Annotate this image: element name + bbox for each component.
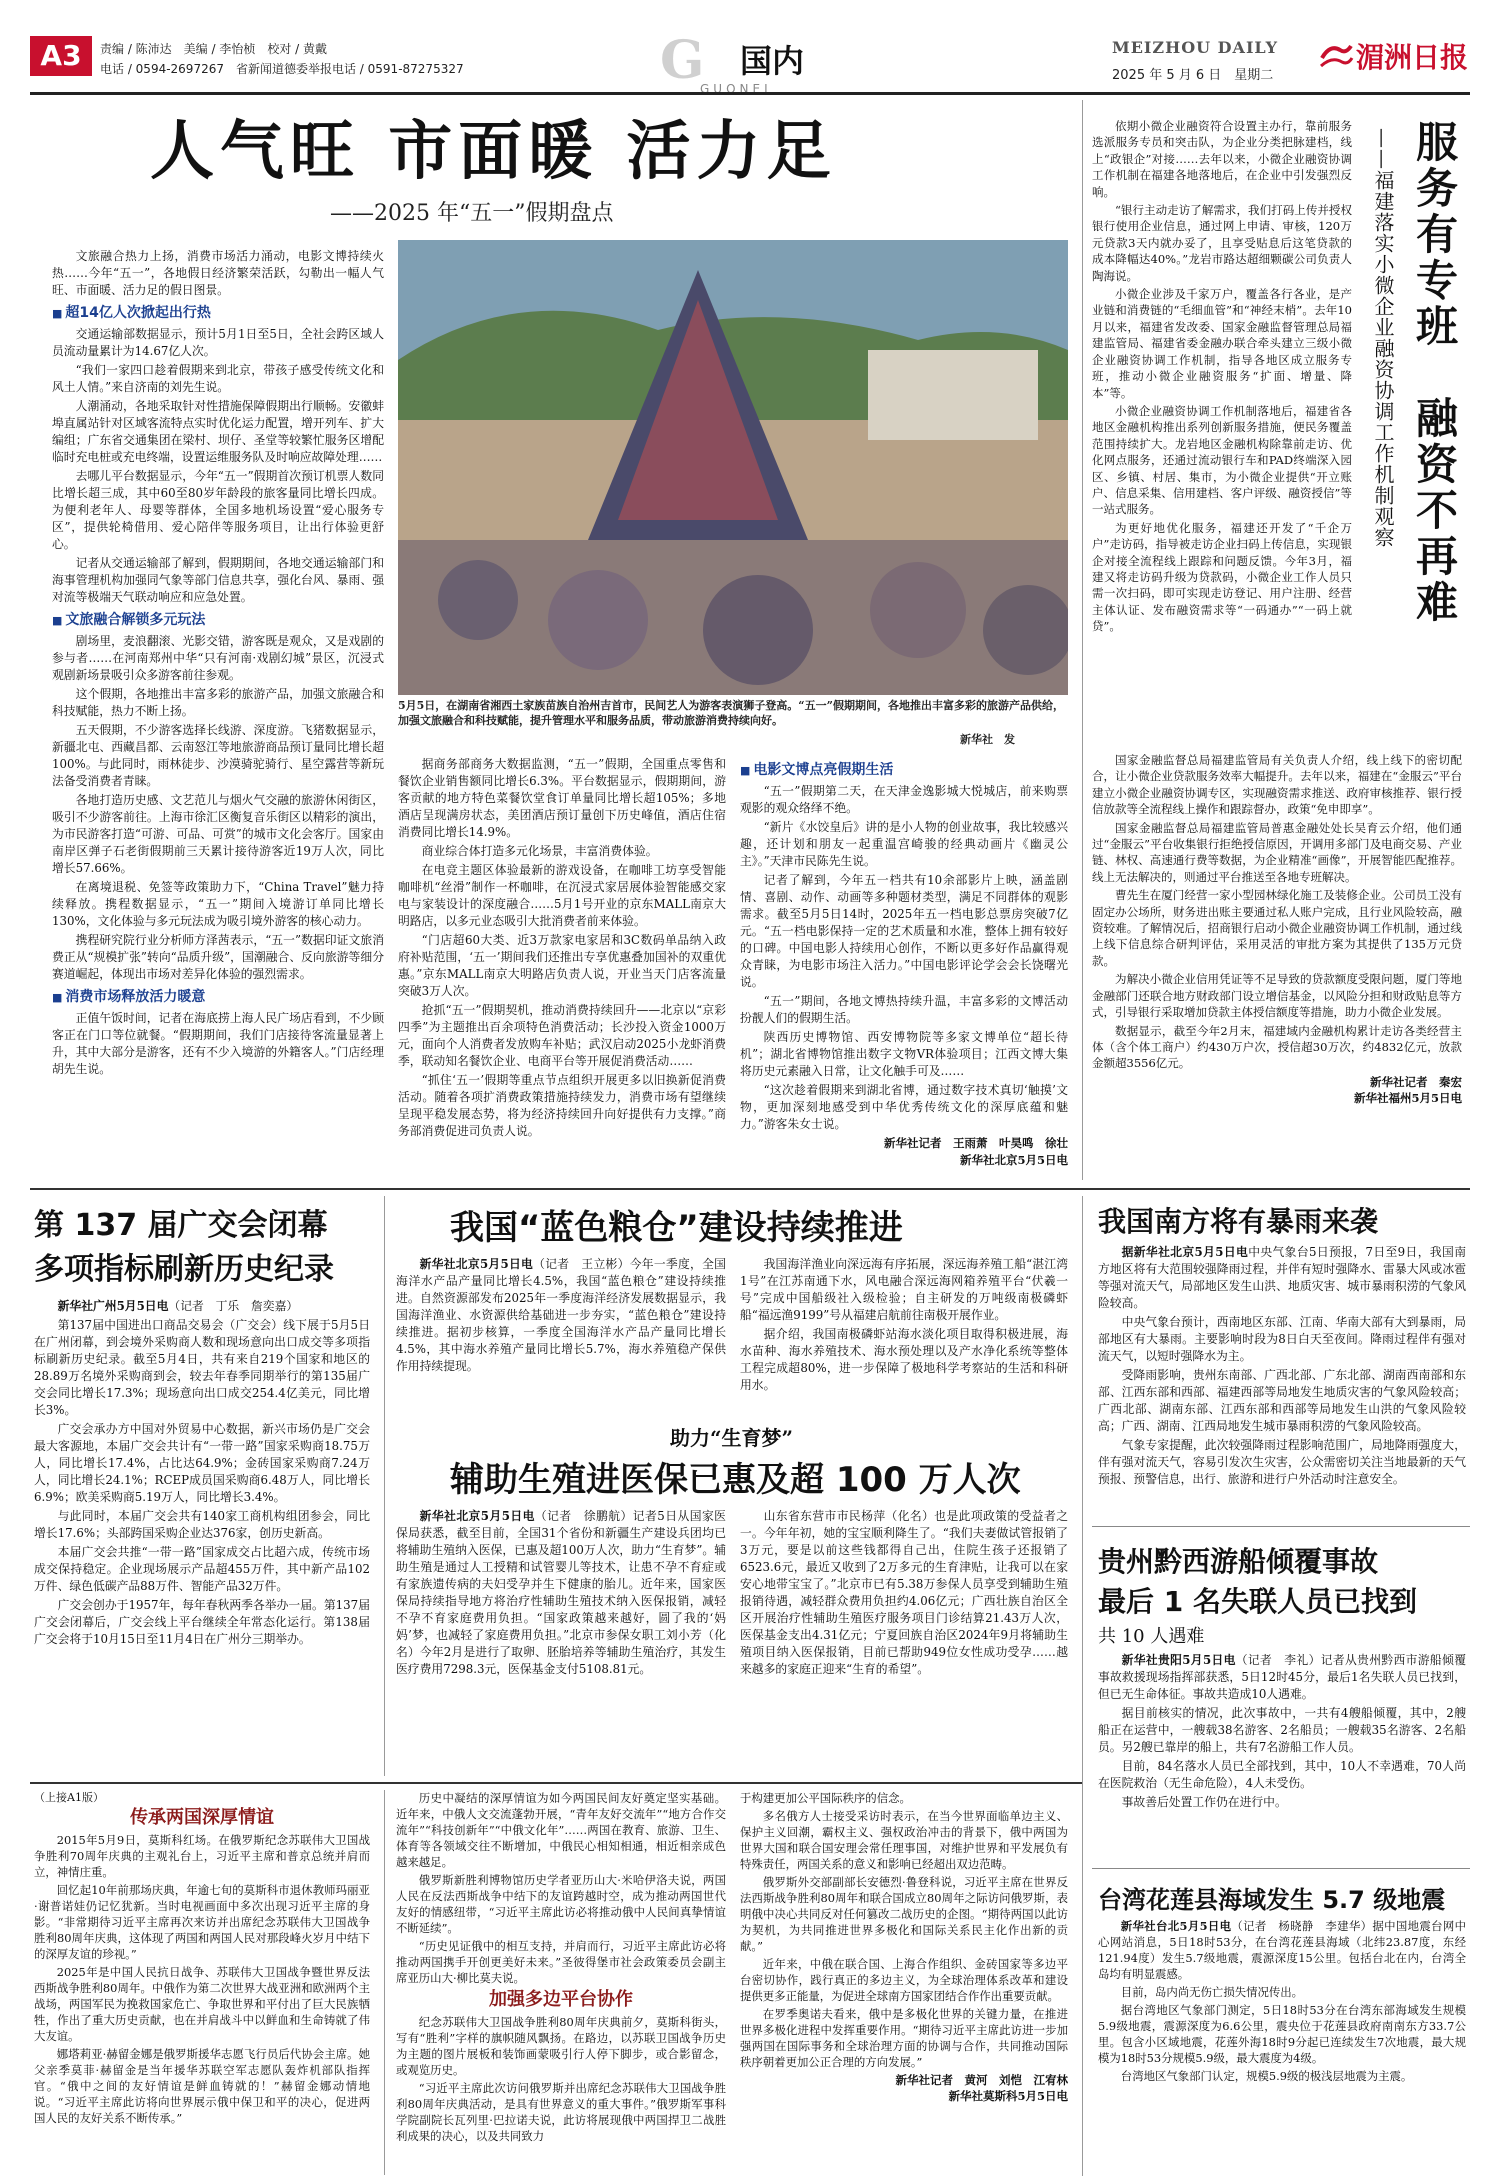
page-number-badge: A3: [30, 36, 92, 76]
lead-para: 在离境退税、免签等政策助力下，“China Travel”魅力持续释放。携程数据显示，“五一”期间入境游订单同比增长130%，文化体验与多元玩法成为吸引境外游客的核心动力。: [52, 880, 384, 928]
lead-para: 这个假期，各地推出丰富多彩的旅游产品，加强文旅融合和科技赋能，热力不断上扬。: [52, 687, 384, 718]
russia-para: 于构建更加公平国际秩序的信念。: [740, 1791, 911, 1805]
lead-para: “我们一家四口趁着假期来到北京，带孩子感受传统文化和风土人情。”来自济南的刘先生说。: [52, 363, 384, 394]
lead-para: 陕西历史博物馆、西安博物院等多家文博单位“超长待机”；湖北省博物馆推出数字文物VR体验项目；江西文博大集将历史元素融入日常，让文化触手可及……: [740, 1030, 1068, 1078]
lead-dateline: 新华社北京5月5日电: [959, 1153, 1068, 1167]
russia-para: “历史见证俄中的相互支持，并肩而行，习近平主席此访必将推动两国携手开创更美好未来。”圣彼得堡市社会政策委员会副主席亚历山大·柳比莫夫说。: [396, 1939, 726, 1985]
russia-para: 在罗季奥诺夫看来，俄中是多极化世界的关键力量，在推进世界多极化进程中发挥重要作用。“期待习近平主席此访进一步加强两国在国际事务和全球治理方面的协调与合作，共同推动国际秩序朝着更加公正合理的方向发展。”: [740, 2007, 1068, 2069]
canton-dateline: 新华社广州5月5日电: [57, 1299, 169, 1313]
canton-para: 第137届中国进出口商品交易会（广交会）线下展于5月5日在广州闭幕，到会境外采购商人数和现场意向出口成交等多项指标刷新历史纪录。截至5月4日，共有来自219个国家和地区的28.89万名境外采购商到会，较去年春季同期举行的第135届广交会同比增长17.3%；现场意向出口成交254.4亿美元，同比增长3%。: [34, 1318, 370, 1417]
quake-para: 据台湾地区气象部门测定，5日18时53分在台湾东部海域发生规模5.9级地震，震源深度为6.6公里，震央位于花莲县政府南南东方33.7公里。包含小区域地震，花莲外海18时9分起已连续发生7次地震，最大规模为18时53分规模5.9级，最大震度为4级。: [1098, 2003, 1466, 2065]
blue-para: 我国海洋渔业向深远海有序拓展，深远海养殖工船“湛江湾1号”在江苏南通下水，风电融合深远海网箱养殖平台“伏羲一号”完成中国船级社入级检验；自主研发的万吨级南极磷虾船“福远渔9199”号从福建启航前往南极开展作业。: [740, 1257, 1068, 1322]
ship-para-1: 记者从贵州黔西市游船倾覆事故救援现场指挥部获悉，5日12时45分，最后1名失联人员已找到，但已无生命体征。事故共造成10人遇难。: [1098, 1653, 1466, 1701]
canton-title-2: 多项指标刷新历史纪录: [34, 1252, 334, 1287]
lead-para: “五一”假期第二天，在天津金逸影城大悦城店，前来购票观影的观众络绎不绝。: [740, 784, 1068, 815]
canton-para: 本届广交会共推“一带一路”国家成交占比超六成，传统市场成交保持稳定。企业现场展示产品超455万件，其中新产品102万件、绿色低碳产品88万件、智能产品32万件。: [34, 1545, 370, 1593]
section-pinyin: GUONEI: [700, 82, 772, 96]
fujian-para: 为解决小微企业信用凭证等不足导致的贷款额度受限问题，厦门等地金融部门还联合地方财政部门设立增信基金，以风险分担和财政贴息等方式，引导银行采取增加贷款主体授信额度等措施，助力小微企业发展。: [1092, 972, 1462, 1020]
lead-intro: 文旅融合热力上扬，消费市场活力涌动，电影文博持续火热……今年“五一”，各地假日经济繁荣活跃，勾勒出一幅人气旺、市面暖、活力足的假日图景。: [52, 249, 384, 297]
russia-para: 俄罗斯外交部副部长安德烈·鲁登科说，习近平主席在世界反法西斯战争胜利80周年和联合国成立80周年之际访问俄罗斯，表明俄中决心共同反对任何篡改二战历史的企图。“期待两国以此访为契机，为共同推进世界多极化和国际关系民主化作出新的贡献。”: [740, 1875, 1068, 1953]
blue-para-1: 今年一季度，全国海洋水产品产量同比增长4.5%，我国“蓝色粮仓”建设持续推进。自然资源部发布2025年一季度海洋经济发展数据显示，我国海洋渔业、水资源供给基础进一步夯实，“蓝色粮仓”建设持续推进。据初步核算，一季度全国海洋水产品产量同比增长4.5%，其中海水养殖产量同比增长5.7%，海水养殖稳产保供作用持续提现。: [396, 1257, 726, 1373]
russia-para: 历史中凝结的深厚情谊为如今两国民间友好奠定坚实基础。近年来，中俄人文交流蓬勃开展，“青年友好交流年”“地方合作交流年”“科技创新年”“中俄文化年”……两国在教育、旅游、卫生、体育等各领域交往不断增加，中俄民心相知相通，相近相亲成色越来越足。: [396, 1791, 726, 1869]
lead-para: 各地打造历史感、文艺范儿与烟火气交融的旅游休闲街区，吸引不少游客前往。上海市徐汇区衡复音乐街区以精彩的演出，为市民游客打造“可游、可品、可赏”的城市文化会客厅。国家由南岸区弹子石老街假期前三天累计接待游客近19万人次，同比增长57.66%。: [52, 793, 384, 875]
ivf-para-1: 记者5日从国家医保局获悉，截至目前，全国31个省份和新疆生产建设兵团均已将辅助生殖纳入医保，已惠及超100万人次，助力“生育梦”。辅助生殖是通过人工授精和试管婴儿等技术，让患不孕不育症或有家族遗传病的夫妇受孕并生下健康的胎儿。近年来，国家医保局持续指导地方将治疗性辅助生殖技术纳入医保报销，减轻不孕不育家庭费用负担。“国家政策越来越好，圆了我的‘妈妈’梦，也减轻了家庭费用负担。”北京市参保女职工刘小芳（化名）今年2月是进行了取卵、胚胎培养等辅助生殖治疗，其发生医疗费用7298.3元，医保基金支付5108.81元。: [396, 1509, 726, 1676]
ship-para: 目前，84名落水人员已全部找到，其中，10人不幸遇难，70人尚在医院救治（无生命危险），4人未受伤。: [1098, 1759, 1466, 1790]
fujian-para: “银行主动走访了解需求，我们打码上传并授权银行使用企业信息，通过网上申请、审核，120万元贷款3天内就办妥了，且享受贴息后这笔贷款的成本降幅达40%。”龙岩市路达超细颗碳公司负责人陶海说。: [1092, 203, 1352, 283]
ship-title-1: 贵州黔西游船倾覆事故: [1098, 1545, 1379, 1578]
rain-para: 受降雨影响，贵州东南部、广西北部、广东北部、湖南西南部和东部、江西东部和西部、福建西部等局地发生地质灾害的气象风险较高；广西北部、湖南东部、江西东部和西部等局地发生山洪的气象风险较高；广西、湖南、江西局地发生城市暴雨积涝的气象风险较高。: [1098, 1368, 1466, 1433]
russia-dateline: 新华社莫斯科5月5日电: [948, 2089, 1068, 2103]
rain-para-1: 中央气象台5日预报，7日至9日，我国南方地区将有大范围较强降雨过程，并伴有短时强降水、雷暴大风或冰雹等强对流天气，局部地区发生山洪、地质灾害、城市暴雨积涝的气象风险较高。: [1098, 1245, 1466, 1310]
canton-para: 广交会创办于1957年，每年春秋两季各举办一届。第137届广交会闭幕后，广交会线上平台继续全年常态化运行。第138届广交会将于10月15日至11月4日在广州分三期举办。: [34, 1598, 370, 1646]
rain-para: [1098, 1244, 1466, 1312]
ivf-para: 山东省东营市市民杨萍（化名）也是此项政策的受益者之一。今年年初，她的宝宝顺利降生了。“我们夫妻做试管报销了3万元，要是以前这些钱都得自己出，住院生孩子还报销了6523.6元，最近又收到了2万多元的生育津贴，让我可以在家安心地带宝宝了。”北京市已有5.38万参保人员享受到辅助生殖报销待遇，减轻群众费用负担约4.06亿元；广西壮族自治区全区开展治疗性辅助生殖医疗服务项目门诊结算21.43万人次，医保基金支出4.31亿元；宁夏回族自治区2024年9月将辅助生殖项目纳入医保报销，目前已帮助949位女性成功受孕……越来越多的家庭正迎来“生育的希望”。: [740, 1509, 1068, 1676]
rain-body: [1098, 1244, 1466, 1490]
russia-col-1: [34, 1790, 370, 2128]
lead-photo: [398, 240, 1068, 695]
fujian-para: 数据显示，截至今年2月末，福建域内金融机构累计走访各类经营主体（含个体工商户）约430万户次，授信超30万次，约4832亿元，放款金额超3556亿元。: [1092, 1023, 1462, 1071]
lead-column-3: [740, 756, 1068, 1169]
lead-para: 携程研究院行业分析师方泽茜表示，“五一”数据印证文旅消费正从“规模扩张”转向“品质升级”，国潮融合、反向旅游等细分赛道崛起，体现出市场对差异化体验的强烈需求。: [52, 933, 384, 981]
blue-reporter: （记者 王立彬）: [533, 1257, 630, 1271]
quake-para-1: 据中国地震台网中心网站消息，5日18时53分，在台湾花莲县海域（北纬23.87度，东经121.94度）发生5.7级地震，震源深度15公里。包括台北在内，台湾全岛均有明显震感。: [1098, 1919, 1466, 1981]
lead-para: “五一”期间，各地文博热持续升温，丰富多彩的文博活动扮靓人们的假期生活。: [740, 994, 1068, 1025]
lead-para: 记者从交通运输部了解到，假期期间，各地交通运输部门和海事管理机构加强同气象等部门信息共享，强化台风、暴雨、强对流等极端天气联动响应和应急处置。: [52, 556, 384, 604]
lead-column-2: [398, 756, 726, 1142]
staff-line: 责编 / 陈沛达 美编 / 李怡桢 校对 / 黄戴: [100, 42, 328, 56]
russia-para: 2025年是中国人民抗日战争、苏联伟大卫国战争暨世界反法西斯战争胜利80周年。中俄作为第二次世界大战亚洲和欧洲两个主战场，两国军民为挽救国家危亡、争取世界和平付出了巨大民族牺牲，作出了重大历史贡献，也在并肩战斗中以鲜血和生命铸就了伟大友谊。: [34, 1965, 370, 2043]
russia-para: 2015年5月9日，莫斯科红场。在俄罗斯纪念苏联伟大卫国战争胜利70周年庆典的主观礼台上，习近平主席和普京总统并肩而立，神情庄重。: [34, 1833, 370, 1879]
russia-col-2: [396, 1790, 726, 2146]
blue-col-2: [740, 1256, 1068, 1396]
ship-para: 事故善后处置工作仍在进行中。: [1121, 1795, 1287, 1809]
russia-para: “习近平主席此次访问俄罗斯并出席纪念苏联伟大卫国战争胜利80周年庆典活动，是具有世界意义的重大事件。”俄罗斯军事科学院副院长瓦列里·巴拉诺夫说，此访将展现俄中两国捍卫二战胜利成果的决心，以及共同致力: [396, 2081, 726, 2143]
fujian-para: 依期小微企业融资符合设置主办行，靠前服务选派服务专员和突击队，为企业分类把脉建档，线上“政银企”对接……去年以来，小微企业融资协调工作机制在福建各地落地后，在企业中引发强烈反响。: [1092, 119, 1352, 199]
russia-para: 回忆起10年前那场庆典，年逾七旬的莫斯科市退休教师玛丽亚·谢普诺娃仍记忆犹新。当时电视画面中多次出现习近平主席的身影。“非常期待习近平主席再次来访并出席纪念苏联伟大卫国战争胜利80周年庆典，这体现了两国和两国人民对那段峰火岁月中结下的深厚友谊的珍视。”: [34, 1883, 370, 1961]
blue-para: [396, 1256, 726, 1375]
fujian-dateline: 新华社福州5月5日电: [1353, 1091, 1462, 1106]
section-pinyin-g: G: [660, 30, 705, 91]
quake-para: 台湾地区气象部门认定，规模5.9级的极浅层地震为主震。: [1120, 2069, 1413, 2083]
lead-byline: 新华社记者 王雨萧 叶昊鸣 徐壮: [884, 1136, 1068, 1150]
canton-para: 广交会承办方中国对外贸易中心数据，新兴市场仍是广交会最大客源地，本届广交会共计有“一带一路”国家采购商18.75万人，同比增长17.4%，占比达64.9%；金砖国家采购商7.24万人，同比增长24.1%；RCEP成员国采购商6.48万人，同比增长6.9%；欧美采购商5.19万人，同比增长3.4%。: [34, 1422, 370, 1504]
russia-subhead-1: 传承两国深厚情谊: [130, 1807, 274, 1828]
fujian-vertical-title: 服务有专班 融资不再难: [1410, 120, 1459, 626]
russia-para: 多名俄方人士接受采访时表示，在当今世界面临单边主义、保护主义回潮，霸权主义、强权政治冲击的背景下，俄中两国为世界大国和联合国安理会常任理事国，对维护世界和平发展负有特殊责任，两国关系的意义和影响已经超出双边范畴。: [740, 1809, 1068, 1871]
blue-dateline: 新华社北京5月5日电: [419, 1257, 534, 1271]
lead-subhead-2: ■ 文旅融合解锁多元玩法: [52, 612, 384, 629]
canton-reporter: （记者 丁乐 詹奕嘉）: [168, 1299, 299, 1313]
russia-para: 纪念苏联伟大卫国战争胜利80周年庆典前夕，莫斯科街头，写有“胜利”字样的旗帜随风飘扬。在路边，以苏联卫国战争历史为主题的图片展板和装饰画蒙吸引行人停下脚步，或合影留念，或观览历史。: [396, 2015, 726, 2077]
photo-caption: 5月5日，在湖南省湘西土家族苗族自治州吉首市，民间艺人为游客表演狮子登高。“五一”假期期间，各地推出丰富多彩的旅游产品供给，加强文旅融合和科技赋能，提升管理水平和服务品质，带动旅游消费持续向好。: [398, 699, 1064, 727]
ship-para: 据目前核实的情况，此次事故中，一共有4艘船倾覆，其中，2艘船正在运营中，一艘载38名游客、2名船员；一艘载35名游客、2名船员。另2艘已靠岸的船上，共有7名游船工作人员。: [1098, 1706, 1466, 1754]
russia-continued: （上接A1版）: [34, 1791, 104, 1804]
fujian-para: 为更好地优化服务，福建还开发了“千企万户”走访码，指导被走访企业扫码上传信息，实现银企对接全流程线上跟踪和问题反馈。今年3月，福建又将走访码升级为贷款码，小微企业工作人员只需一次扫码，即可实现走访登记、用户注册、经营主体认证、发布融资需求等“一码通办”“一码上就贷”。: [1092, 520, 1352, 634]
ivf-col-1: [396, 1508, 726, 1680]
blue-para: 据介绍，我国南极磷虾站海水淡化项目取得积极进展，海水苗种、海水养殖技术、海水预处理以及产水净化系统等整体工程完成超80%，进一步保障了极地科学考察站的生活和科研用水。: [740, 1327, 1068, 1392]
lead-subtitle: ——2025 年“五一”假期盘点: [330, 201, 614, 226]
lead-para: “门店超60大类、近3万款家电家居和3C数码单品纳入政府补贴范围，‘五一’期间我们还推出专享优惠叠加国补的双重优惠。”京东MALL南京大明路店负责人说，开业当天门店客流量突破3万人次。: [398, 933, 726, 998]
quake-dateline: 新华社台北5月5日电: [1120, 1919, 1232, 1933]
fujian-para: 曹先生在厦门经营一家小型园林绿化施工及装修企业。公司员工没有固定办公场所，财务进出账主要通过私人账户完成，且行业风险较高，融资较难。了解情况后，招商银行启动小微企业融资协调工作机制，通过线上线下信息综合研判评估，采用灵活的审批方案为其提供了135万元贷款。: [1092, 888, 1462, 968]
russia-para: 俄罗斯新胜利博物馆历史学者亚历山大·米哈伊洛夫说，两国人民在反法西斯战争中结下的友谊跨越时空，成为推动两国世代友好的情感纽带，“习近平主席此访必将推动俄中人民间真挚情谊不断延续”。: [396, 1873, 726, 1935]
quake-para: 目前，岛内尚无伤亡损失情况传出。: [1120, 1985, 1304, 1999]
lead-para: “新片《水饺皇后》讲的是小人物的创业故事，我比较感兴趣，还计划和朋友一起重温宫崎骏的经典动画片《幽灵公主》。”天津市民陈先生说。: [740, 820, 1068, 868]
ivf-col-2: [740, 1508, 1068, 1680]
quake-para: [1098, 1918, 1466, 1982]
rain-para: 气象专家提醒，此次较强降雨过程影响范围广，局地降雨强度大，伴有强对流天气，容易引发次生灾害，公众需密切关注当地最新的天气预报、预警信息，出行、旅游和进行户外活动时注意安全。: [1098, 1438, 1466, 1486]
lead-para: “这次趁着假期来到湖北省博，通过数字技术真切‘触摸’文物，更加深刻地感受到中华优秀传统文化的深厚底蕴和魅力。”游客朱女士说。: [740, 1083, 1068, 1131]
fujian-para: 小微企业涉及千家万户，覆盖各行各业，是产业链和消费链的“毛细血管”和“神经末梢”。去年10月以来，福建省发改委、国家金融监督管理总局福建监管局、福建省委金融办联合牵头建立三级小微企业融资协调工作机制，指导各地区成立服务专班，推动小微企业融资服务“扩面、增量、降本”等。: [1092, 287, 1352, 400]
lead-para: 交通运输部数据显示，预计5月1日至5日，全社会跨区域人员流动量累计为14.67亿人次。: [52, 327, 384, 358]
lead-subhead-4: ■ 电影文博点亮假期生活: [740, 762, 1068, 779]
quake-title: 台湾花莲县海域发生 5.7 级地震: [1098, 1886, 1446, 1914]
rain-title: 我国南方将有暴雨来袭: [1098, 1205, 1379, 1238]
quake-reporter: （记者 杨晓静 李建华）: [1231, 1919, 1373, 1933]
ship-reporter: （记者 李礼）: [1235, 1653, 1321, 1667]
blue-col-1: [396, 1256, 726, 1377]
lead-para: “抓住‘五一’假期等重点节点组织开展更多以旧换新促消费活动。随着各项扩消费政策措施持续发力，消费市场有望继续呈现平稳发展态势，将为经济持续回升向好提供有力支撑。”商务部消费促进司负责人说。: [398, 1073, 726, 1138]
fujian-byline: 新华社记者 秦宏: [1370, 1074, 1462, 1089]
wave-logo-icon: [1318, 36, 1354, 72]
human-pyramid-photo: [398, 240, 1068, 695]
ship-para: [1098, 1652, 1466, 1703]
rain-para: 中央气象台预计，西南地区东部、江南、华南大部有大到暴雨，局部地区有大暴雨。主要影响时段为8日白天至夜间。降雨过程伴有强对流天气，以短时强降水为主。: [1098, 1315, 1466, 1363]
russia-para: 娜塔莉亚·赫留金娜是俄罗斯援华志愿飞行员后代协会主席。她父亲季莫菲·赫留金是当年援华苏联空军志愿队轰炸机部队指挥官。“俄中之间的友好情谊是鲜血铸就的！”赫留金娜动情地说。“习近平主席此访将向世界展示俄中保卫和平的决心，促进两国人民的友好关系不断传承。”: [34, 2047, 370, 2125]
canton-para: [34, 1298, 370, 1315]
canton-title-1: 第 137 届广交会闭幕: [34, 1208, 328, 1243]
lead-para: 正值午饭时间，记者在海底捞上海人民广场店看到，不少顾客正在门口等位就餐。“假期期间，我们门店接待客流量显著上升，其中大部分是游客，还有不少入境游的外籍客人。”门店经理胡先生说。: [52, 1011, 384, 1076]
russia-col-3: [740, 1790, 1068, 2104]
section-title: 国内: [740, 42, 805, 80]
canton-body: [34, 1298, 370, 1650]
issue-date: 2025 年 5 月 6 日 星期二: [1112, 68, 1274, 83]
lead-subhead-1: ■ 超14亿人次掀起出行热: [52, 305, 384, 322]
lead-para: 记者了解到，今年五一档共有10余部影片上映，涵盖剧情、喜剧、动作、动画等多种题材类型，满足不同群体的观影需求。截至5月5日14时，2025年五一档电影总票房突破7亿元。“五一档电影保持一定的艺术质量和水准，整体上拥有较好的口碑。中国电影人持续用心创作，不断以更多好作品赢得观众青睐，为电影市场注入活力。”中国电影评论学会会长饶曙光说。: [740, 873, 1068, 989]
russia-para: 近年来，中俄在联合国、上海合作组织、金砖国家等多边平台密切协作，践行真正的多边主义，为全球治理体系改革和建设提供更多正能量，为促进全球南方国家团结合作作出重要贡献。: [740, 1957, 1068, 2003]
ivf-dateline: 新华社北京5月5日电: [419, 1509, 535, 1523]
photo-credit: 新华社 发: [960, 733, 1015, 746]
blue-granary-title: 我国“蓝色粮仓”建设持续推进: [450, 1208, 903, 1248]
lead-para: 五天假期，不少游客选择长线游、深度游。飞猪数据显示，新疆北屯、西藏昌都、云南怒江等地旅游商品预订量同比增长超100%。与此同时，雨林徒步、沙漠骑驼骑行、星空露营等新玩法备受消费者青睐。: [52, 723, 384, 788]
lead-para: 剧场里，麦浪翻滚、光影交错，游客既是观众，又是戏剧的参与者……在河南郑州中华“只有河南·戏剧幻城”景区，沉浸式观剧新场景吸引众多游客前往参观。: [52, 634, 384, 682]
lead-para: 抢抓“五一”假期契机，推动消费持续回升——北京以“京彩四季”为主题推出百余项特色消费活动；长沙投入资金1000万元，面向个人消费者发放购车补贴；武汉启动2025小龙虾消费季，联动知名餐饮企业、电商平台等开展促消费活动……: [398, 1003, 726, 1068]
ivf-kicker: 助力“生育梦”: [670, 1426, 794, 1450]
lead-subhead-3: ■ 消费市场释放活力暖意: [52, 989, 384, 1006]
fujian-para: 国家金融监督总局福建监管局有关负责人介绍，线上线下的密切配合，让小微企业贷款服务效率大幅提升。去年以来，福建在“金服云”平台建立小微企业融资协调专区，实现融资需求推送、政府审核推荐、银行授信放款等全流程线上操作和跟踪督办，政策“免申即享”。: [1092, 753, 1462, 817]
fujian-column-1: [1092, 118, 1352, 637]
lead-column-1: [52, 248, 384, 1080]
russia-byline: 新华社记者 黄河 刘恺 江宥林: [895, 2073, 1068, 2087]
fujian-vertical-subtitle: ——福建落实小微企业融资协调工作机制观察: [1371, 128, 1395, 548]
russia-subhead-2: 加强多边平台协作: [489, 1989, 633, 2010]
fujian-para: 国家金融监督总局福建监管局普惠金融处处长吴育云介绍，他们通过“金服云”平台收集银行拒绝授信原因，开调用多部门及电商交易、产业链、林权、高速通行费等数据，为企业精准“画像”，开展智能匹配推荐。线上无法解决的，则通过平台推送至各地专班解决。: [1092, 820, 1462, 884]
paper-english-name: MEIZHOU DAILY: [1112, 38, 1279, 57]
ship-title-2: 最后 1 名失联人员已找到: [1098, 1585, 1417, 1618]
fujian-para: 小微企业融资协调工作机制落地后，福建省各地区金融机构推出系列创新服务措施，便民务覆盖范围持续扩大。龙岩地区金融机构除靠前走访、优化网点服务，还通过流动银行车和PAD终端深入园区、乡镇、村居、集市，为小微企业提供“开立账户、信息采集、信用建档、客户评级、融资授信”等一站式服务。: [1092, 403, 1352, 517]
phone-line: 电话 / 0594-2697267 省新闻道德委举报电话 / 0591-87275327: [100, 62, 464, 76]
ship-subtitle: 共 10 人遇难: [1098, 1626, 1205, 1647]
lead-para: 在电竞主题区体验最新的游戏设备，在咖啡工坊享受智能咖啡机“丝滑”制作一杯咖啡，在沉浸式家居展体验智能感交家电与家装设计的深度融合……5月1号开业的京东MALL南京大明路店，以多元业态吸引大批消费者前来体验。: [398, 863, 726, 928]
ship-body: [1098, 1652, 1466, 1813]
ivf-reporter: （记者 徐鹏航）: [534, 1509, 633, 1523]
lead-para: 据商务部商务大数据监测，“五一”假期，全国重点零售和餐饮企业销售额同比增长6.3%。平台数据显示，假期期间，游客贡献的地方特色菜餐饮堂食订单量同比增长超105%；多地酒店呈现满房状态，美团酒店预订量创下历史峰值，酒店住宿消费同比增长14.9%。: [398, 757, 726, 839]
fujian-column-2: [1092, 752, 1462, 1107]
ship-dateline: 新华社贵阳5月5日电: [1121, 1653, 1236, 1667]
rain-dateline: 据新华社北京5月5日电: [1121, 1245, 1249, 1259]
lead-title: 人气旺 市面暖 活力足: [150, 115, 837, 189]
canton-para: 与此同时，本届广交会共有140家工商机构组团参会，同比增长17.6%；头部跨国采购企业达376家，创历史新高。: [34, 1509, 370, 1540]
lead-para: 商业综合体打造多元化场景，丰富消费体验。: [421, 844, 658, 858]
ivf-title: 辅助生殖进医保已惠及超 100 万人次: [450, 1460, 1021, 1500]
lead-para: 人潮涌动，各地采取针对性措施保障假期出行顺畅。安徽蚌埠直属站针对区域客流特点实时优化运力配置，增开列车、扩大编组；广东省交通集团在梁村、坝仔、圣堂等较繁忙服务区增配临时充电桩或充电终端，设置运维服务队及时响应故障处理……: [52, 399, 384, 464]
paper-logo: 湄洲日报: [1318, 34, 1470, 74]
quake-body: [1098, 1918, 1466, 2086]
ivf-para: [396, 1508, 726, 1678]
lead-para: 去哪儿平台数据显示，今年“五一”假期首次预订机票人数同比增长超三成，其中60至80岁年龄段的旅客量同比增长四成。为便利老年人、母婴等群体，全国多地机场设置“爱心服务专区”，提供轮椅借用、爱心陪伴等服务项目，让出行体验更舒心。: [52, 469, 384, 551]
